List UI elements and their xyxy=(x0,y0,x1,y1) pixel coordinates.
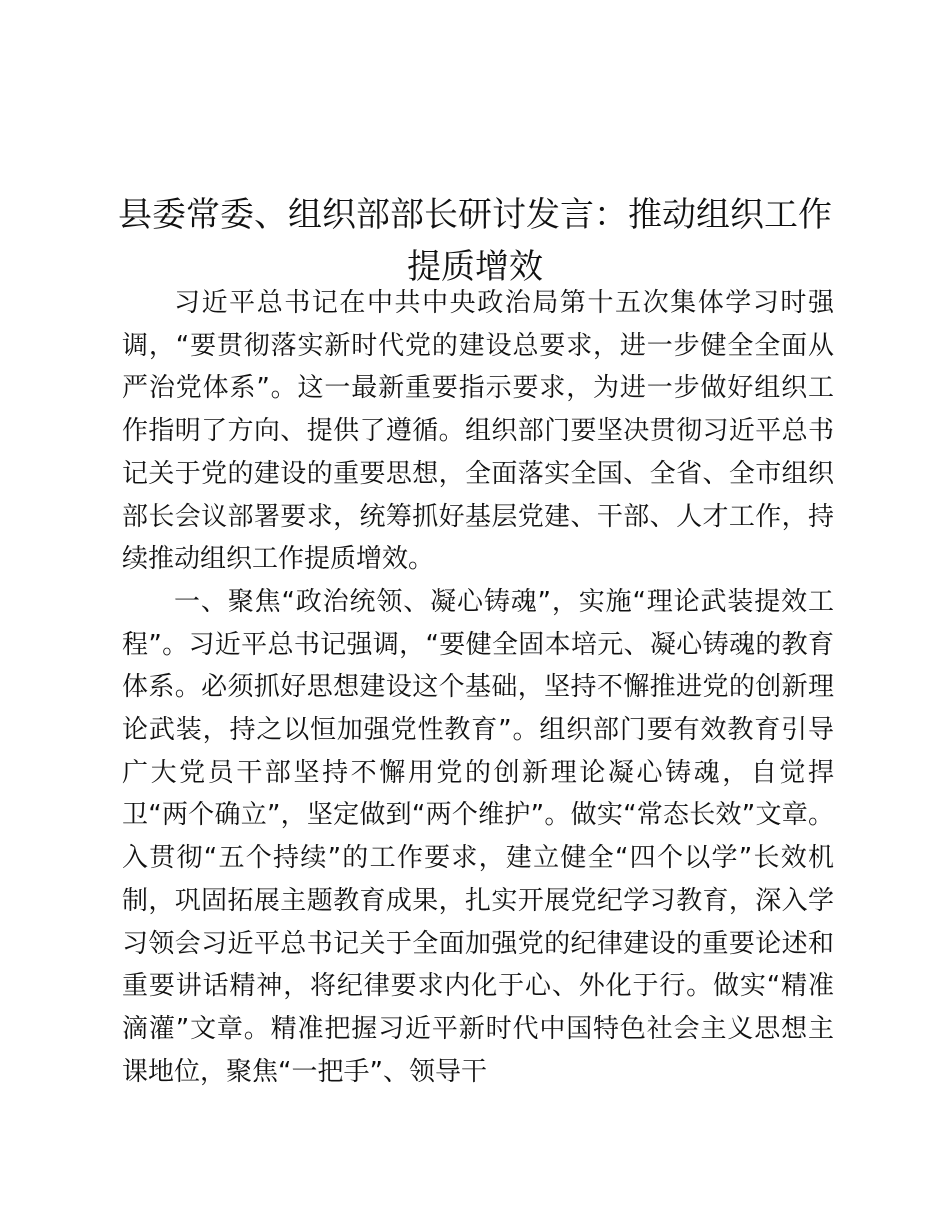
paragraph-section-one: 一、聚焦“政治统领、凝心铸魂”，实施“理论武装提效工程”。习近平总书记强调，“要健全固本培元、凝心铸魂的教育体系。必须抓好思想建设这个基础，坚持不懈推进党的创新理论武装，持之以恒加强党性教育”。组织部门要有效教育引导广大党员干部坚持不懈用党的创新理论凝心铸魂，自觉捍卫“两个确立”，坚定做到“两个维护”。做实“常态长效”文章。入贯彻“五个持续”的工作要求，建立健全“四个以学”长效机制，巩固拓展主题教育成果，扎实开展党纪学习教育，深入学习领会习近平总书记关于全面加强党的纪律建设的重要论述和重要讲话精神，将纪律要求内化于心、外化于行。做实“精准滴灌”文章。精准把握习近平新时代中国特色社会主义思想主课地位，聚焦“一把手”、领导干 xyxy=(122,586,834,1087)
paragraph-intro: 习近平总书记在中共中央政治局第十五次集体学习时强调，“要贯彻落实新时代党的建设总要求，进一步健全全面从严治党体系”。这一最新重要指示要求，为进一步做好组织工作指明了方向、提供了遵循。组织部门要坚决贯彻习近平总书记关于党的建设的重要思想，全面落实全国、全省、全市组织部长会议部署要求，统筹抓好基层党建、干部、人才工作，持续推动组织工作提质增效。 xyxy=(122,288,834,575)
document-title: 县委常委、组织部部长研讨发言：推动组织工作提质增效 xyxy=(118,194,832,287)
document-body xyxy=(122,282,834,1093)
